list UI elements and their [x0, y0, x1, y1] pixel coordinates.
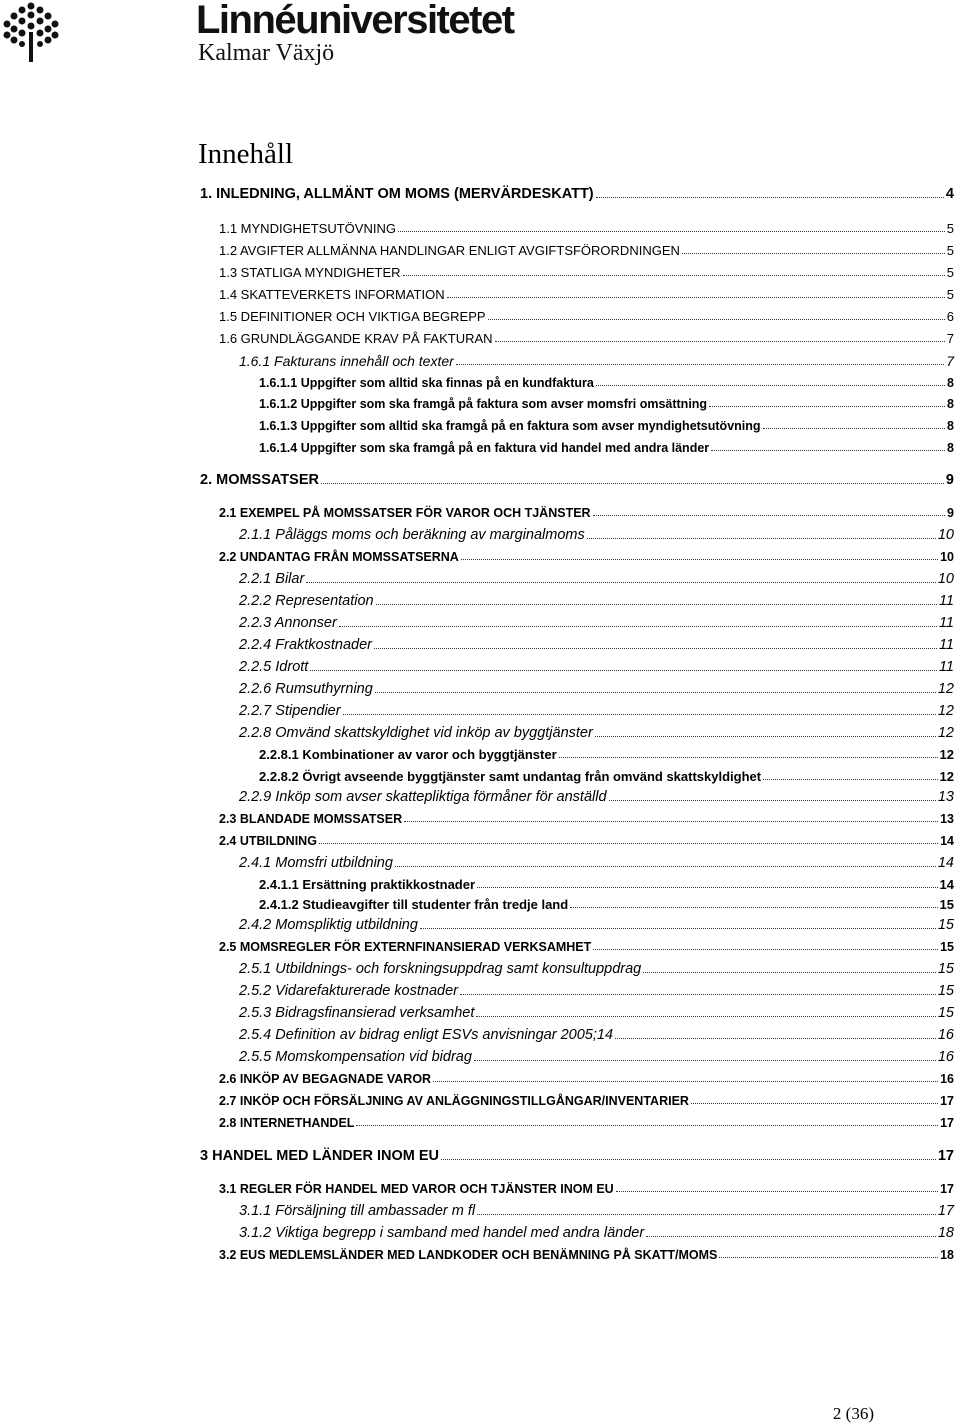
toc-entry-label: 2. MOMSSATSER — [200, 472, 319, 488]
toc-entry-label: 1.5 DEFINITIONER OCH VIKTIGA BEGREPP — [219, 309, 486, 324]
toc-entry[interactable] — [219, 331, 954, 346]
toc-entry[interactable] — [239, 615, 954, 631]
page-header — [0, 0, 700, 80]
toc-entry[interactable] — [239, 855, 954, 871]
toc-entry[interactable] — [200, 472, 954, 488]
toc-entry[interactable] — [239, 725, 954, 741]
toc-entry-page: 17 — [940, 1116, 954, 1130]
toc-entry-label: 2.5.3 Bidragsfinansierad verksamhet — [239, 1005, 475, 1021]
toc-entry-page: 17 — [937, 1203, 954, 1219]
toc-entry-label: 2.1.1 Påläggs moms och beräkning av marginalmoms — [239, 527, 585, 543]
toc-entry-label: 1.6.1.4 Uppgifter som ska framgå på en faktura vid handel med andra länder — [259, 441, 710, 455]
toc-entry-page: 12 — [939, 747, 954, 762]
toc-entry-page: 8 — [947, 419, 954, 433]
toc-entry-page: 17 — [940, 1094, 954, 1108]
toc-entry[interactable] — [219, 1248, 954, 1262]
toc-entry-page: 15 — [939, 897, 954, 912]
toc-entry-page: 10 — [937, 571, 954, 587]
toc-entry-label: 2.5.5 Momskompensation vid bidrag — [239, 1049, 472, 1065]
toc-entry[interactable] — [219, 1116, 954, 1130]
toc-entry-label: 1.4 SKATTEVERKETS INFORMATION — [219, 287, 445, 302]
toc-entry-label: 1.6 GRUNDLÄGGANDE KRAV PÅ FAKTURAN — [219, 331, 493, 346]
toc-entry-page: 12 — [937, 703, 954, 719]
toc-entry-page: 12 — [937, 725, 954, 741]
toc-entry-label: 2.2.9 Inköp som avser skattepliktiga förmåner för anställd — [239, 789, 607, 805]
toc-entry[interactable] — [239, 789, 954, 805]
toc-entry[interactable] — [239, 527, 954, 543]
toc-entry-label: 2.2.5 Idrott — [239, 659, 309, 675]
toc-entry-page: 10 — [940, 550, 954, 564]
toc-entry-page: 9 — [947, 506, 954, 520]
toc-entry-page: 16 — [937, 1027, 954, 1043]
toc-entry-page: 15 — [937, 1005, 954, 1021]
toc-entry[interactable] — [219, 265, 954, 280]
toc-entry[interactable] — [200, 186, 954, 202]
toc-entry-page: 6 — [946, 309, 954, 324]
toc-entry[interactable] — [239, 681, 954, 697]
toc-entry-label: 2.6 INKÖP AV BEGAGNADE VAROR — [219, 1072, 432, 1086]
toc-entry[interactable] — [239, 961, 954, 977]
toc-entry[interactable] — [219, 550, 954, 564]
toc-entry-page: 14 — [939, 877, 954, 892]
toc-entry-label: 2.4.1.1 Ersättning praktikkostnader — [259, 877, 476, 892]
page-number: 2 (36) — [832, 1404, 874, 1423]
toc-entry-label: 2.2.8.1 Kombinationer av varor och byggtjänster — [259, 747, 557, 762]
toc-entry-label: 3.1.2 Viktiga begrepp i samband med handel med andra länder — [239, 1225, 645, 1241]
toc-entry[interactable] — [259, 747, 954, 762]
toc-entry-page: 14 — [940, 834, 954, 848]
university-campuses: Kalmar Växjö — [198, 40, 335, 66]
toc-entry-label: 2.2.2 Representation — [239, 593, 374, 609]
toc-entry[interactable] — [239, 1005, 954, 1021]
toc-entry-page: 14 — [937, 855, 954, 871]
toc-entry[interactable] — [219, 1094, 954, 1108]
toc-entry-label: 2.2.3 Annonser — [239, 615, 337, 631]
toc-entry[interactable] — [239, 659, 954, 675]
toc-entry-label: 2.2.8 Omvänd skattskyldighet vid inköp av byggtjänster — [239, 725, 593, 741]
toc-entry[interactable] — [239, 917, 954, 933]
toc-entry-label: 1.6.1.3 Uppgifter som alltid ska framgå på en faktura som avser myndighetsutövning — [259, 419, 761, 433]
toc-entry[interactable] — [239, 571, 954, 587]
toc-entry-page: 18 — [937, 1225, 954, 1241]
toc-entry[interactable] — [259, 897, 954, 912]
toc-entry[interactable] — [239, 1049, 954, 1065]
toc-entry[interactable] — [239, 703, 954, 719]
toc-entry[interactable] — [259, 769, 954, 784]
toc-entry[interactable] — [259, 419, 954, 433]
toc-entry-page: 15 — [937, 983, 954, 999]
toc-entry-label: 1.6.1 Fakturans innehåll och texter — [239, 353, 454, 369]
toc-title: Innehåll — [198, 138, 294, 170]
toc-entry[interactable] — [219, 812, 954, 826]
toc-entry-page: 18 — [940, 1248, 954, 1262]
toc-entry-page: 15 — [937, 917, 954, 933]
toc-entry[interactable] — [219, 940, 954, 954]
toc-entry-label: 2.4.1 Momsfri utbildning — [239, 855, 393, 871]
toc-entry-page: 5 — [946, 287, 954, 302]
toc-entry-page: 5 — [946, 221, 954, 236]
toc-entry-label: 2.5.4 Definition av bidrag enligt ESVs anvisningar 2005;14 — [239, 1027, 614, 1043]
toc-entry[interactable] — [259, 397, 954, 411]
toc-entry-page: 12 — [939, 769, 954, 784]
toc-entry[interactable] — [219, 506, 954, 520]
toc-entry-label: 3 HANDEL MED LÄNDER INOM EU — [200, 1148, 439, 1164]
toc-entry-label: 2.2.7 Stipendier — [239, 703, 341, 719]
toc-entry-page: 7 — [946, 353, 954, 369]
toc-entry-page: 11 — [938, 637, 954, 653]
toc-entry-page: 8 — [947, 441, 954, 455]
toc-entry-label: 2.5.2 Vidarefakturerade kostnader — [239, 983, 458, 999]
toc-entry[interactable] — [200, 1148, 954, 1164]
toc-entry-label: 3.2 EUS MEDLEMSLÄNDER MED LANDKODER OCH BENÄMNING PÅ SKATT/MOMS — [219, 1248, 718, 1262]
toc-entry-page: 10 — [937, 527, 954, 543]
toc-entry-page: 11 — [938, 615, 954, 631]
university-name: Linnéuniversitetet — [196, 0, 514, 42]
toc-entry-page: 9 — [945, 472, 954, 488]
toc-entry-page: 11 — [938, 593, 954, 609]
toc-entry[interactable] — [219, 1182, 954, 1196]
toc-entry[interactable] — [259, 877, 954, 892]
toc-entry[interactable] — [219, 834, 954, 848]
toc-entry[interactable] — [239, 593, 954, 609]
toc-entry-label: 2.2 UNDANTAG FRÅN MOMSSATSERNA — [219, 550, 459, 564]
toc-entry-label: 2.2.1 Bilar — [239, 571, 305, 587]
toc-entry-label: 2.2.4 Fraktkostnader — [239, 637, 372, 653]
toc-entry-page: 15 — [940, 940, 954, 954]
toc-entry[interactable] — [259, 376, 954, 390]
university-tree-logo-icon — [2, 2, 60, 62]
toc-entry[interactable] — [219, 1072, 954, 1086]
toc-entry-page: 7 — [946, 331, 954, 346]
toc-entry-label: 2.4 UTBILDNING — [219, 834, 317, 848]
toc-entry-page: 13 — [940, 812, 954, 826]
toc-entry[interactable] — [239, 353, 954, 369]
toc-entry-page: 12 — [937, 681, 954, 697]
toc-entry-page: 4 — [945, 186, 954, 202]
toc-entry-page: 13 — [937, 789, 954, 805]
toc-entry-page: 5 — [946, 243, 954, 258]
toc-entry[interactable] — [219, 287, 954, 302]
toc-entry-label: 1.2 AVGIFTER ALLMÄNNA HANDLINGAR ENLIGT AVGIFTSFÖRORDNINGEN — [219, 243, 680, 258]
toc-entry-label: 1.6.1.1 Uppgifter som alltid ska finnas på en kundfaktura — [259, 376, 594, 390]
toc-entry-label: 2.4.2 Momspliktig utbildning — [239, 917, 418, 933]
toc-entry-page: 17 — [940, 1182, 954, 1196]
toc-entry-label: 2.2.8.2 Övrigt avseende byggtjänster samt undantag från omvänd skattskyldighet — [259, 769, 762, 784]
toc-entry-label: 2.5.1 Utbildnings- och forskningsuppdrag samt konsultuppdrag — [239, 961, 642, 977]
toc-entry-label: 2.1 EXEMPEL PÅ MOMSSATSER FÖR VAROR OCH TJÄNSTER — [219, 506, 591, 520]
toc-entry[interactable] — [219, 243, 954, 258]
toc-entry[interactable] — [239, 637, 954, 653]
toc-entry-label: 1.3 STATLIGA MYNDIGHETER — [219, 265, 401, 280]
toc-entry[interactable] — [239, 1225, 954, 1241]
toc-entry-label: 2.3 BLANDADE MOMSSATSER — [219, 812, 403, 826]
toc-entry-label: 3.1.1 Försäljning till ambassader m fl — [239, 1203, 476, 1219]
toc-entry-page: 15 — [937, 961, 954, 977]
toc-entry-label: 2.5 MOMSREGLER FÖR EXTERNFINANSIERAD VERKSAMHET — [219, 940, 592, 954]
toc-entry-label: 2.8 INTERNETHANDEL — [219, 1116, 355, 1130]
toc-entry-label: 1.6.1.2 Uppgifter som ska framgå på faktura som avser momsfri omsättning — [259, 397, 708, 411]
toc-entry[interactable] — [219, 309, 954, 324]
toc-entry-label: 3.1 REGLER FÖR HANDEL MED VAROR OCH TJÄNSTER INOM EU — [219, 1182, 614, 1196]
toc-entry-label: 2.2.6 Rumsuthyrning — [239, 681, 373, 697]
toc-entry[interactable] — [259, 441, 954, 455]
toc-entry-page: 11 — [938, 659, 954, 675]
toc-entry-page: 17 — [937, 1148, 954, 1164]
toc-entry-label: 2.4.1.2 Studieavgifter till studenter från tredje land — [259, 897, 569, 912]
toc-entry-page: 16 — [940, 1072, 954, 1086]
toc-entry[interactable] — [239, 983, 954, 999]
toc-entry-page: 8 — [947, 376, 954, 390]
toc-entry-page: 16 — [937, 1049, 954, 1065]
toc-entry-label: 2.7 INKÖP OCH FÖRSÄLJNING AV ANLÄGGNINGSTILLGÅNGAR/INVENTARIER — [219, 1094, 689, 1108]
toc-entry-label: 1. INLEDNING, ALLMÄNT OM MOMS (MERVÄRDESKATT) — [200, 186, 594, 202]
toc-entry[interactable] — [219, 221, 954, 236]
toc-entry-label: 1.1 MYNDIGHETSUTÖVNING — [219, 221, 396, 236]
toc-entry[interactable] — [239, 1027, 954, 1043]
toc-entry-page: 8 — [947, 397, 954, 411]
toc-entry[interactable] — [239, 1203, 954, 1219]
toc-entry-page: 5 — [946, 265, 954, 280]
